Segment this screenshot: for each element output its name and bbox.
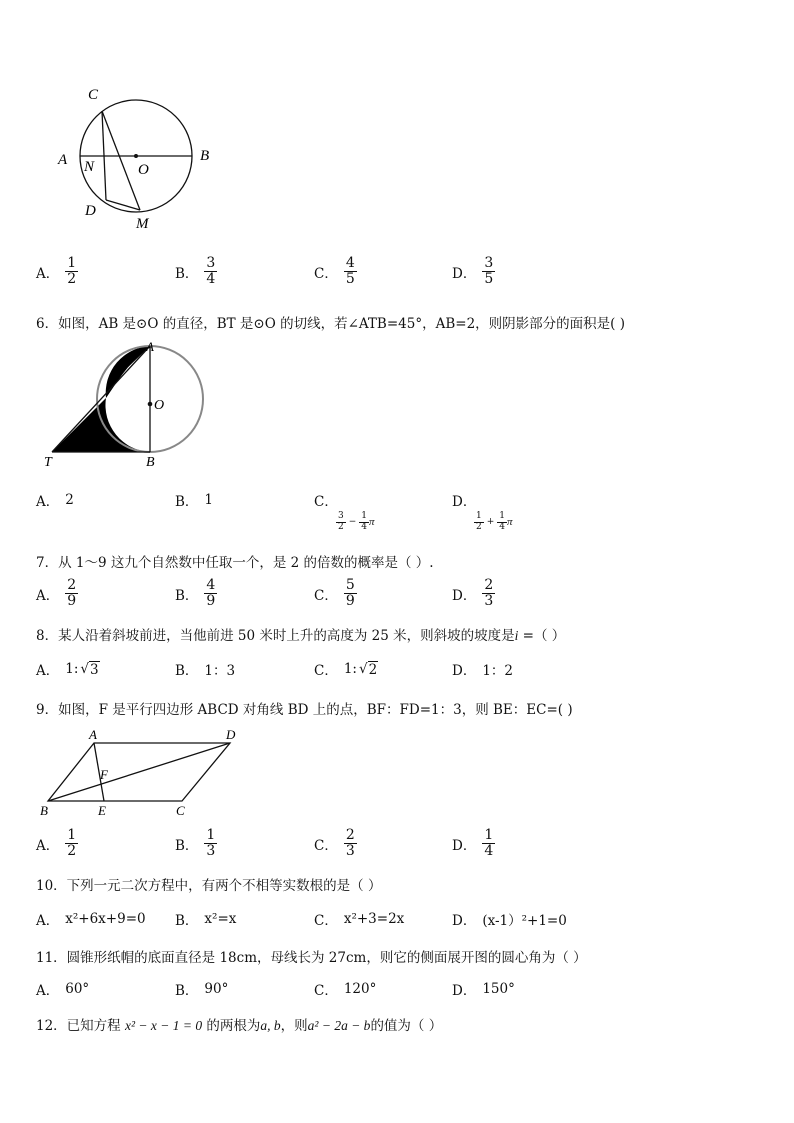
q9-option-a[interactable]: A． $\frac{1}{2}$ (36, 827, 77, 860)
fraction: $\frac{3}{5}$ (484, 255, 494, 288)
q5-option-a[interactable]: A． $\frac{1}{2}$ (36, 255, 77, 288)
q9-option-c[interactable]: C． $\frac{2}{3}$ (314, 827, 355, 860)
label-N: N (84, 159, 95, 175)
label-O: O (138, 162, 149, 178)
q10-option-a[interactable]: A． x²+6x+9=0 (36, 911, 146, 929)
q12-equation: x² − x − 1 = 0 (124, 1018, 203, 1033)
q8-option-d[interactable]: D． 1：2 (452, 663, 514, 679)
q10-option-d[interactable]: D． (x-1）²+1=0 (452, 913, 567, 929)
q6-option-d[interactable]: D． $\frac{1}{2}$ + $\frac{1}{4}$ π (452, 494, 513, 532)
q8-option-b[interactable]: B． 1：3 (175, 663, 236, 679)
q8-option-a[interactable]: A． 1: √ 3 (36, 661, 99, 679)
label-A: A (146, 339, 154, 354)
sqrt-icon: √ (80, 661, 89, 677)
q5-option-d[interactable]: D． $\frac{3}{5}$ (452, 255, 494, 288)
q10-option-c[interactable]: C． x²+3=2x (314, 911, 405, 929)
label-T: T (44, 455, 52, 470)
q5-circle-figure (50, 80, 230, 235)
q7-option-a[interactable]: A． $\frac{2}{9}$ (36, 577, 77, 610)
q12-question-text: 12．已知方程 x² − x − 1 = 0 的两根为a, b，则a² − 2a − b的值为（ ） (36, 1018, 443, 1034)
q6-option-a[interactable]: A． 2 (36, 492, 74, 510)
q11-option-a[interactable]: A． 60° (36, 981, 90, 999)
q7-question-text: 7．从 1～9 这九个自然数中任取一个，是 2 的倍数的概率是（ ）. (36, 555, 434, 571)
sqrt-icon: √ (358, 661, 368, 677)
label-B: B (40, 803, 48, 818)
label-F: F (100, 767, 108, 782)
q5-option-c[interactable]: C． $\frac{4}{5}$ (314, 255, 355, 288)
label-B: B (200, 148, 210, 164)
q9-option-d[interactable]: D． $\frac{1}{4}$ (452, 827, 494, 860)
label-D: D (85, 203, 96, 219)
q8-question-text: 8．某人沿着斜坡前进，当他前进 50 米时上升的高度为 25 米，则斜坡的坡度是i =（ ） (36, 628, 566, 644)
q9-parallelogram-figure (36, 724, 256, 824)
q6-option-b[interactable]: B． 1 (175, 492, 214, 510)
label-O: O (154, 398, 165, 413)
q6-question-text: 6．如图，AB 是⊙O 的直径，BT 是⊙O 的切线，若∠ATB=45°，AB=2，则阴影部分的面积是( ) (36, 316, 625, 332)
q8-option-c[interactable]: C． 1: √ 2 (314, 661, 378, 679)
q10-option-b[interactable]: B． x²=x (175, 911, 237, 929)
q10-question-text: 10．下列一元二次方程中，有两个不相等实数根的是（ ） (36, 878, 382, 894)
q9-option-b[interactable]: B． $\frac{1}{3}$ (175, 827, 216, 860)
label-D: D (226, 727, 236, 742)
label-M: M (136, 216, 149, 232)
q7-option-b[interactable]: B． $\frac{4}{9}$ (175, 577, 216, 610)
q6-tangent-figure (40, 338, 210, 473)
label-A: A (58, 152, 68, 168)
q5-option-b[interactable]: B． $\frac{3}{4}$ (175, 255, 216, 288)
label-C: C (176, 803, 185, 818)
q11-option-b[interactable]: B． 90° (175, 981, 229, 999)
q6-option-c[interactable]: C． $\frac{3}{2}$ − $\frac{1}{4}$ π (314, 494, 375, 532)
q9-question-text: 9．如图，F 是平行四边形 ABCD 对角线 BD 上的点，BF：FD=1：3，则 BE：EC=( ) (36, 702, 573, 718)
q12-roots: a, b (260, 1018, 281, 1033)
q12-expression: a² − 2a − b (307, 1018, 371, 1033)
label-C: C (88, 87, 99, 103)
q11-option-d[interactable]: D． 150° (452, 981, 515, 999)
q7-option-c[interactable]: C． $\frac{5}{9}$ (314, 577, 355, 610)
fraction: $\frac{3}{4}$ (206, 255, 216, 288)
q7-option-d[interactable]: D． $\frac{2}{3}$ (452, 577, 494, 610)
q11-option-c[interactable]: C． 120° (314, 981, 377, 999)
fraction: $\frac{1}{2}$ (67, 255, 77, 288)
label-A: A (89, 727, 97, 742)
fraction: $\frac{4}{5}$ (345, 255, 355, 288)
q11-question-text: 11．圆锥形纸帽的底面直径是 18cm，母线长为 27cm，则它的侧面展开图的圆心角为（ ） (36, 950, 587, 966)
label-E: E (98, 803, 106, 818)
label-B: B (146, 455, 155, 470)
